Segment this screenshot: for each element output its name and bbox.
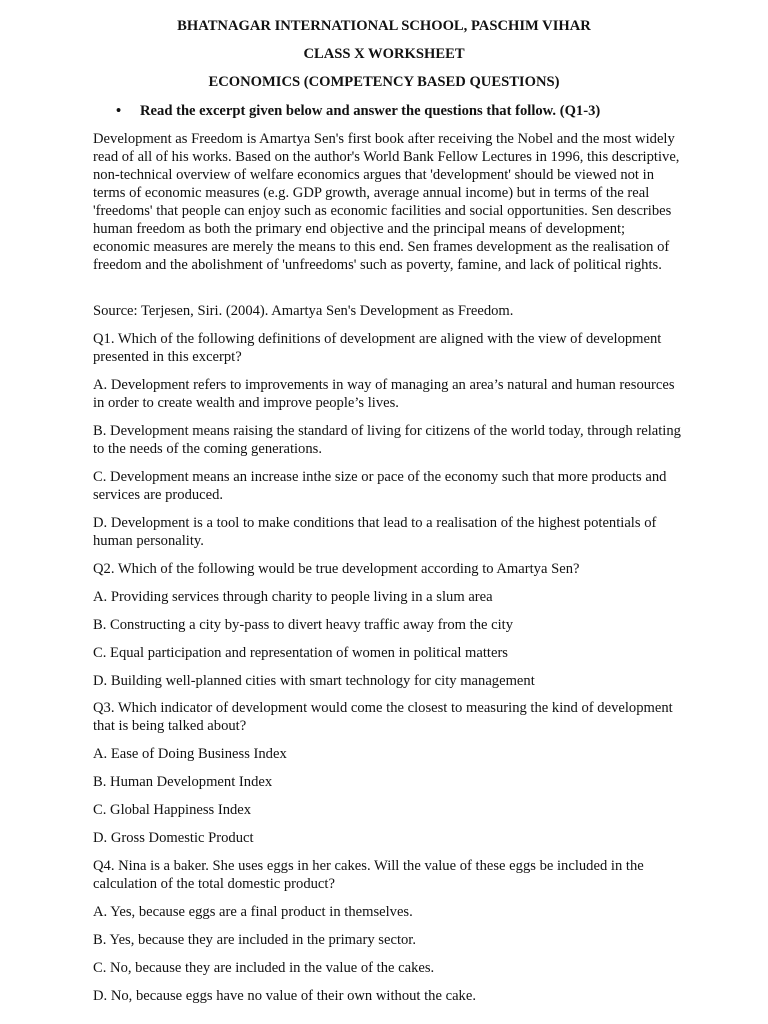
worksheet-class: CLASS X WORKSHEET (303, 46, 465, 62)
q1-question: Q1. Which of the following definitions of development are aligned with the view of development presented in this excerpt? (93, 331, 662, 365)
q2-option-d: D. Building well-planned cities with smart technology for city management (93, 673, 535, 689)
q2-question: Q2. Which of the following would be true development according to Amartya Sen? (93, 561, 580, 577)
worksheet-subject: ECONOMICS (COMPETENCY BASED QUESTIONS) (208, 74, 560, 90)
q3-option-b: B. Human Development Index (93, 774, 273, 790)
q1-option-d: D. Development is a tool to make conditions that lead to a realisation of the highest potentials of human personality. (93, 515, 657, 549)
bullet-icon: • (116, 103, 122, 119)
q2-option-b: B. Constructing a city by-pass to divert heavy traffic away from the city (93, 617, 513, 633)
q2-option-a: A. Providing services through charity to people living in a slum area (93, 589, 493, 605)
source-citation: Source: Terjesen, Siri. (2004). Amartya Sen's Development as Freedom. (93, 303, 514, 319)
q1-option-a: A. Development refers to improvements in way of managing an area’s natural and human resources in order to create wealth and improve people’s lives. (93, 377, 675, 411)
q2-option-c: C. Equal participation and representation of women in political matters (93, 645, 508, 661)
q3-question: Q3. Which indicator of development would come the closest to measuring the kind of development that is being talked about? (93, 700, 673, 734)
q4-option-b: B. Yes, because they are included in the primary sector. (93, 932, 416, 948)
q3-option-c: C. Global Happiness Index (93, 802, 252, 818)
q3-option-a: A. Ease of Doing Business Index (93, 746, 287, 762)
q4-option-d: D. No, because eggs have no value of their own without the cake. (93, 988, 476, 1004)
q4-option-a: A. Yes, because eggs are a final product in themselves. (93, 904, 413, 920)
q1-option-b: B. Development means raising the standard of living for citizens of the world today, through relating to the needs of the coming generations. (93, 423, 681, 457)
q1-option-c: C. Development means an increase inthe size or pace of the economy such that more products and services are produced. (93, 469, 667, 503)
instruction-text: Read the excerpt given below and answer the questions that follow. (Q1-3) (140, 103, 601, 119)
q4-option-c: C. No, because they are included in the value of the cakes. (93, 960, 435, 976)
school-name: BHATNAGAR INTERNATIONAL SCHOOL, PASCHIM VIHAR (177, 18, 591, 34)
q3-option-d: D. Gross Domestic Product (93, 830, 254, 846)
q4-question: Q4. Nina is a baker. She uses eggs in her cakes. Will the value of these eggs be included in the calculation of the total domestic product? (93, 858, 644, 892)
excerpt-paragraph: Development as Freedom is Amartya Sen's first book after receiving the Nobel and the most widely read of all of his works. Based on the author's World Bank Fellow Lectures in 1996, this descriptive, non-technical overview of welfare economics argues that 'development' should be viewed not in terms of economic measures (e.g. GDP growth, average annual income) but in terms of the real 'freedoms' that people can enjoy such as economic facilities and social opportunities. Sen describes human freedom as both the primary end objective and the principal means of development; economic measures are merely the means to this end. Sen frames development as the realisation of freedom and the abolishment of 'unfreedoms' such as poverty, famine, and lack of political rights. (93, 131, 680, 273)
